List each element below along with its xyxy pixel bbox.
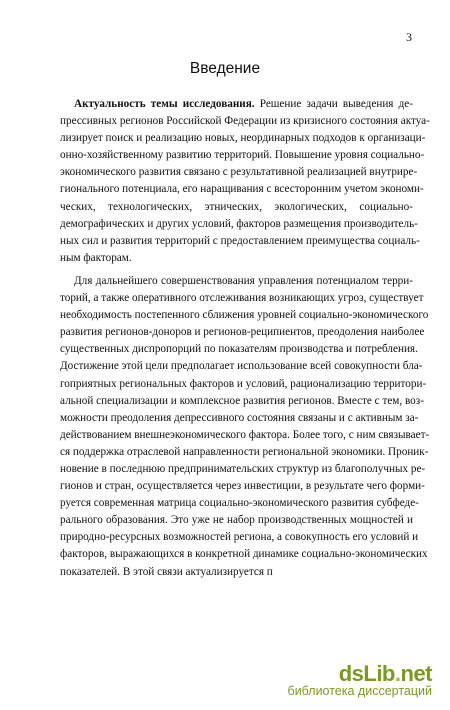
line-text: альной специализации и комплексное развития регионов. Вместе с тем, воз- — [60, 394, 424, 407]
page-title: Введение — [189, 60, 261, 77]
line-text: рального образования. Это уже не набор производственных мощностей и — [60, 514, 413, 527]
text-line — [60, 512, 413, 529]
text-line — [60, 147, 425, 164]
line-text: Решение задачи выведения де- — [254, 98, 414, 110]
line-text: ным факторам. — [60, 251, 132, 264]
text-line — [60, 546, 428, 563]
line-text: гионального потенциала, его наращивания с всесторонним учетом экономи- — [60, 183, 424, 196]
page-number: 3 — [406, 30, 412, 44]
watermark[interactable] — [284, 659, 436, 700]
line-text: гоприятных региональных факторов и условий, рационализацию территори- — [60, 377, 427, 390]
line-text: ных сил и развития территорий с предоставлением преимущества социаль- — [60, 234, 420, 247]
text-line — [60, 461, 426, 478]
line-text: ческих, технологических, этнических, экологических, социально- — [60, 200, 413, 213]
line-text: Для дальнейшего совершенствования управления потенциалом терри- — [74, 274, 413, 287]
text-line — [60, 410, 419, 427]
paragraph-2 — [60, 273, 430, 581]
line-text: ся поддержка отраслевой направленности региональной экономики. Проник- — [60, 445, 429, 458]
line-text: экономического развития связано с результативной реализацией внутрире- — [60, 166, 418, 179]
text-line — [60, 250, 413, 267]
line-text: показателей. В этой связи актуализируется п — [60, 565, 273, 578]
text-line — [60, 181, 424, 198]
watermark-logo: dsLib.net — [338, 661, 432, 686]
text-line — [60, 529, 419, 546]
text-line — [60, 341, 418, 358]
line-text: необходимость постепенного сближения уровней социально-экономического — [60, 309, 429, 322]
text-line — [60, 393, 424, 410]
text-line — [60, 324, 425, 341]
text-line — [60, 376, 427, 393]
line-text: развития регионов-доноров и регионов-реципиентов, преодоления наиболее — [60, 326, 425, 339]
text-line — [60, 427, 430, 444]
line-text: прессивных регионов Российской Федерации из кризисного состояния актуа- — [60, 115, 430, 128]
text-line — [60, 199, 413, 216]
line-text: можности преодоления депрессивного состояния связаны и с активным за- — [60, 411, 419, 424]
line-text: лизирует поиск и реализацию новых, неординарных подходов к организаци- — [60, 132, 426, 145]
text-line — [60, 164, 418, 181]
body-text — [60, 96, 430, 581]
text-line — [60, 495, 419, 512]
text-line — [60, 233, 420, 250]
line-text: действованием внешнеэкономического фактора. Более того, с ним связывает- — [60, 428, 430, 441]
line-text: руется современная матрица социально-экономического развития субфеде- — [60, 497, 419, 510]
line-text: новение в последнюю предпринимательских структур из благополучных ре- — [60, 462, 426, 475]
text-line — [60, 130, 426, 147]
text-line — [60, 96, 413, 113]
line-text: онно-хозяйственному развитию территорий. Повышение уровня социально- — [60, 149, 425, 162]
line-text: факторов, выражающихся в конкретной динамике социально-экономических — [60, 548, 428, 561]
line-text: торий, а также оперативного отслеживания возникающих угроз, существует — [60, 292, 424, 305]
text-line — [60, 444, 429, 461]
lead-phrase: Актуальность темы исследования. — [74, 98, 255, 110]
text-line — [60, 273, 413, 290]
line-text: Достижение этой цели предполагает использование всей совокупности бла- — [60, 360, 423, 373]
text-line — [60, 216, 418, 233]
text-line — [60, 290, 424, 307]
text-line — [60, 564, 413, 581]
text-line — [60, 478, 425, 495]
line-text: природно-ресурсных возможностей региона, а совокупность его условий и — [60, 531, 419, 544]
line-text: гионов и стран, осуществляется через инвестиции, в результате чего форми- — [60, 480, 425, 493]
line-text: существенных диспропорций по показателям производства и потребления. — [60, 343, 418, 356]
text-line — [60, 307, 429, 324]
text-line — [60, 113, 430, 130]
line-text: демографических и других условий, факторов размещения производитель- — [60, 217, 418, 230]
paragraph-1 — [60, 96, 430, 267]
watermark-subtitle: библиотека диссертаций — [287, 684, 432, 698]
text-line — [60, 358, 423, 375]
